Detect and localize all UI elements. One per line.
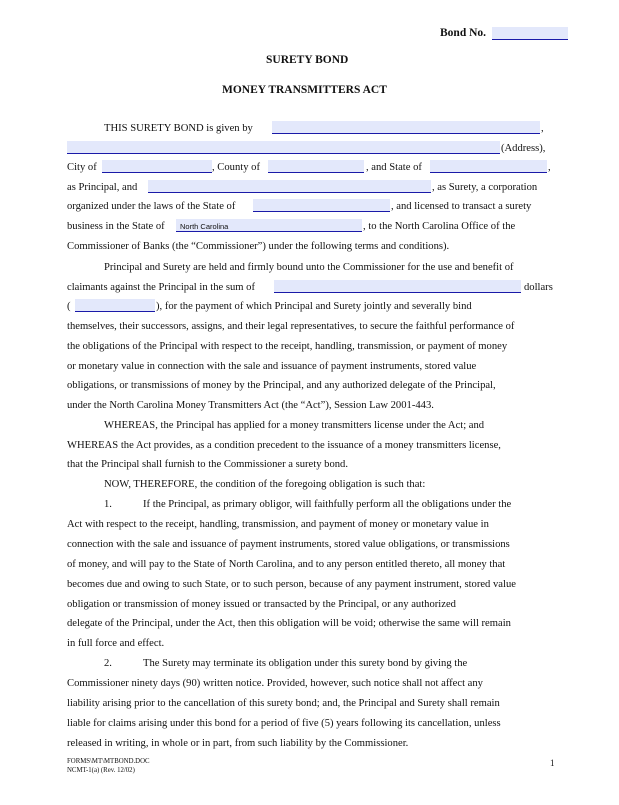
- document-title: SURETY BOND: [266, 54, 349, 66]
- document-subtitle: MONEY TRANSMITTERS ACT: [222, 84, 387, 96]
- given-by-text: THIS SURETY BOND is given by: [104, 123, 253, 134]
- body-line: obligations, or transmissions of money by the Principal, and any authorized delegate of the Principal,: [67, 380, 496, 391]
- body-line: Commissioner of Banks (the “Commissioner”) under the following terms and conditions).: [67, 241, 450, 252]
- item-number: 2.: [104, 658, 112, 669]
- body-line: Commissioner ninety days (90) written notice. Provided, however, such notice shall not affect any: [67, 678, 483, 689]
- body-line: under the North Carolina Money Transmitters Act (the “Act”), Session Law 2001-443.: [67, 400, 434, 411]
- body-line: connection with the sale and issuance of payment instruments, stored value obligations, or transmissions: [67, 539, 510, 550]
- body-line: becomes due and owing to such State, or to such person, because of any payment instrument, stored value: [67, 579, 516, 590]
- state-field[interactable]: [430, 160, 547, 173]
- body-line: ), for the payment of which Principal and Surety jointly and severally bind: [156, 301, 472, 312]
- body-line: released in writing, in whole or in part, from such liability by the Commissioner.: [67, 738, 409, 749]
- paren-open: (: [67, 301, 71, 312]
- dollars-label: dollars: [524, 282, 553, 293]
- body-line: that the Principal shall furnish to the Commissioner a surety bond.: [67, 459, 348, 470]
- body-line: If the Principal, as primary obligor, will faithfully perform all the obligations under the: [143, 499, 512, 510]
- footer-form: NCMT-1(a) (Rev. 12/02): [67, 767, 135, 774]
- comma-text: ,: [541, 123, 544, 134]
- footer-file: FORMS\MT\MTBOND.DOC: [67, 758, 150, 765]
- address-label: (Address),: [501, 143, 546, 154]
- as-surety-text: , as Surety, a corporation: [432, 182, 538, 193]
- body-line: the obligations of the Principal with respect to the receipt, handling, transmission, or payment of money: [67, 341, 508, 352]
- body-line: obligation or transmission of money issued or transacted by the Principal, or any authorized: [67, 599, 456, 610]
- body-line: WHEREAS, the Principal has applied for a money transmitters license under the Act; and: [104, 420, 485, 431]
- bond-no-label: Bond No.: [440, 27, 487, 39]
- body-line: or monetary value in connection with the sale and issuance of payment instruments, stored value: [67, 361, 477, 372]
- principal-name-field[interactable]: [272, 121, 540, 134]
- licensed-text: , and licensed to transact a surety: [391, 201, 532, 212]
- body-line: NOW, THEREFORE, the condition of the foregoing obligation is such that:: [104, 479, 426, 490]
- office-text: , to the North Carolina Office of the: [363, 221, 516, 232]
- county-field[interactable]: [268, 160, 364, 173]
- body-line: delegate of the Principal, under the Act, then this obligation will be void; otherwise the same will remain: [67, 618, 511, 629]
- item-number: 1.: [104, 499, 112, 510]
- body-line: in full force and effect.: [67, 638, 165, 649]
- comma-text: ,: [548, 162, 551, 173]
- body-line: liability arising prior to the cancellation of this surety bond; and, the Principal and Surety shall remain: [67, 698, 500, 709]
- body-line: of money, and will pay to the State of North Carolina, and to any person entitled thereto, all money that: [67, 559, 506, 570]
- county-label: , County of: [212, 162, 260, 173]
- body-line: liable for claims arising under this bond for a period of five (5) years following its cancellation, unless: [67, 718, 501, 729]
- business-state-value: North Carolina: [180, 222, 229, 231]
- body-line: Act with respect to the receipt, handling, transmission, and payment of money or monetary value in: [67, 519, 489, 530]
- body-line: themselves, their successors, assigns, and their legal representatives, to secure the faithful performance of: [67, 321, 515, 332]
- organized-under-text: organized under the laws of the State of: [67, 201, 236, 212]
- business-state-text: business in the State of: [67, 221, 165, 232]
- as-principal-text: as Principal, and: [67, 182, 138, 193]
- body-line: WHEREAS the Act provides, as a condition precedent to the issuance of a money transmitters license,: [67, 440, 501, 451]
- sum-words-field[interactable]: [274, 280, 521, 293]
- city-field[interactable]: [102, 160, 212, 173]
- state-label: , and State of: [366, 162, 422, 173]
- bond-no-field[interactable]: [492, 27, 568, 40]
- city-label: City of: [67, 162, 97, 173]
- address-field[interactable]: [67, 141, 500, 154]
- surety-name-field[interactable]: [148, 180, 431, 193]
- body-line: The Surety may terminate its obligation under this surety bond by giving the: [143, 658, 468, 669]
- surety-state-field[interactable]: [253, 199, 390, 212]
- body-line: Principal and Surety are held and firmly bound unto the Commissioner for the use and benefit of: [104, 262, 514, 273]
- body-line: claimants against the Principal in the sum of: [67, 282, 255, 293]
- page-number: 1: [550, 758, 555, 768]
- sum-amount-field[interactable]: [75, 299, 155, 312]
